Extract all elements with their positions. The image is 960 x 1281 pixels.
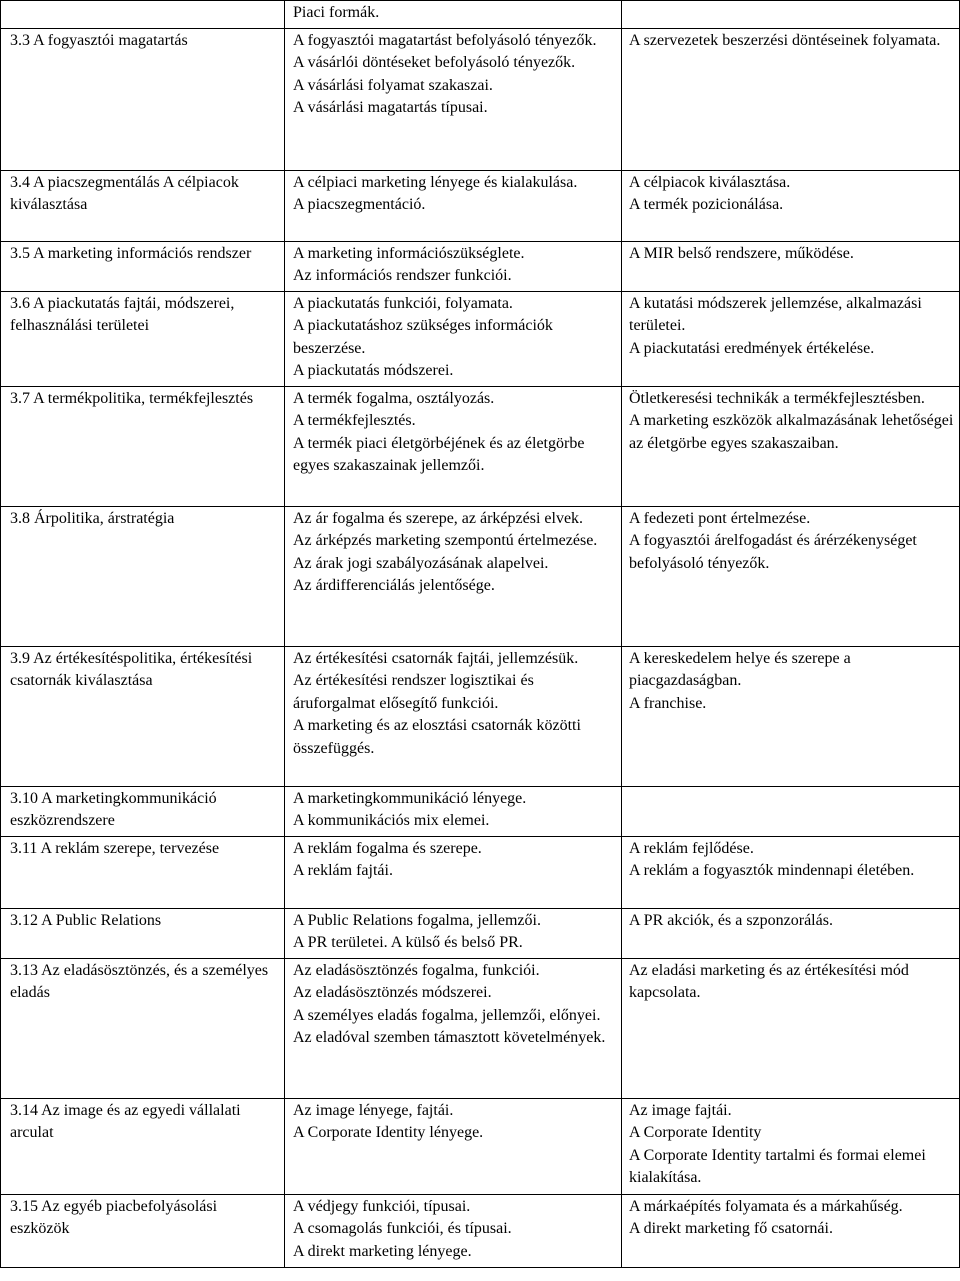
topic-cell [1,836,285,908]
cell-line: 3.6 A piackutatás fajtái, módszerei, felhasználási területei [10,294,235,334]
table-row [1,646,960,786]
cell-line: Az image fajtái. [629,1101,732,1119]
topic-cell [1,170,285,241]
table-row [1,506,960,646]
topic-cell [1,786,285,836]
cell-line: A PR akciók, és a szponzorálás. [629,911,833,929]
content-cell [285,786,622,836]
cell-line: Ötletkeresési technikák a termékfejlesztésben. [629,389,925,407]
cell-line: A direkt marketing lényege. [293,1242,472,1260]
topic-cell [1,1,285,29]
content-cell [285,170,622,241]
cell-line: A fogyasztói árelfogadást és árérzékenységet befolyásoló tényezők. [629,532,917,572]
cell-line: A PR területei. A külső és belső PR. [293,934,523,951]
cell-line: A piackutatási eredmények értékelése. [629,339,875,357]
skills-cell [622,836,960,908]
curriculum-table-body [1,1,960,1268]
cell-line: Az eladásösztönzés fogalma, funkciói. [293,961,540,979]
skills-cell [622,1,960,29]
skills-cell [622,291,960,386]
cell-line: Az értékesítési csatornák fajtái, jellemzésük. [293,649,579,667]
cell-line: 3.10 A marketingkommunikáció eszközrendszere [10,789,217,829]
table-row [1,1,960,29]
cell-line: A termék piaci életgörbéjének és az életgörbe egyes szakaszainak jellemzői. [293,434,585,474]
cell-line: A reklám a fogyasztók mindennapi életében. [629,862,915,879]
cell-line: A vásárlási folyamat szakaszai. [293,76,493,94]
table-row [1,1098,960,1194]
cell-line: A Public Relations fogalma, jellemzői. [293,911,541,929]
cell-line: Az árdifferenciálás jelentősége. [293,577,495,594]
cell-line: A védjegy funkciói, típusai. [293,1197,471,1215]
skills-cell [622,786,960,836]
cell-line: A piacszegmentáció. [293,196,426,213]
cell-line: A vásárlási magatartás típusai. [293,99,488,116]
cell-line: Az eladóval szemben támasztott követelmények. [293,1029,606,1046]
table-row [1,908,960,958]
cell-line: Az árak jogi szabályozásának alapelvei. [293,554,549,572]
table-row [1,386,960,506]
cell-line: 3.3 A fogyasztói magatartás [10,31,188,49]
cell-line: A fedezeti pont értelmezése. [629,509,811,527]
skills-cell [622,958,960,1098]
skills-cell [622,241,960,291]
cell-line: 3.11 A reklám szerepe, tervezése [10,839,220,857]
cell-line: 3.4 A piacszegmentálás A célpiacok kiválasztása [10,173,239,213]
content-cell [285,291,622,386]
content-cell [285,386,622,506]
topic-cell [1,908,285,958]
topic-cell [1,291,285,386]
cell-line: A célpiaci marketing lényege és kialakulása. [293,173,578,191]
cell-line: 3.7 A termékpolitika, termékfejlesztés [10,389,254,407]
table-row [1,836,960,908]
cell-line: A kutatási módszerek jellemzése, alkalmazási területei. [629,294,922,334]
cell-line: A franchise. [629,694,707,712]
cell-line: A márkaépítés folyamata és a márkahűség. [629,1197,903,1215]
table-row [1,291,960,386]
cell-line: 3.14 Az image és az egyedi vállalati arculat [10,1101,241,1141]
content-cell [285,646,622,786]
content-cell [285,28,622,170]
cell-line: A piackutatás funkciói, folyamata. [293,294,513,312]
topic-cell [1,646,285,786]
skills-cell [622,170,960,241]
topic-cell [1,506,285,646]
skills-cell [622,28,960,170]
cell-line: Az image lényege, fajtái. [293,1101,454,1119]
cell-line: A MIR belső rendszere, működése. [629,244,854,262]
cell-line: A piackutatáshoz szükséges információk beszerzése. [293,317,553,357]
cell-line: A személyes eladás fogalma, jellemzői, előnyei. [293,1006,601,1024]
cell-line: 3.12 A Public Relations [10,911,162,929]
topic-cell [1,958,285,1098]
cell-line: 3.15 Az egyéb piacbefolyásolási eszközök [10,1197,218,1237]
cell-line: A szervezetek beszerzési döntéseinek folyamata. [629,31,941,49]
cell-line: A termékfejlesztés. [293,412,416,429]
cell-line: A reklám fejlődése. [629,839,754,857]
topic-cell [1,28,285,170]
skills-cell [622,646,960,786]
table-row [1,170,960,241]
content-cell [285,1,622,29]
cell-line: Az információs rendszer funkciói. [293,267,512,284]
cell-line: Az árképzés marketing szempontú értelmezése. [293,532,598,549]
cell-line: Az eladási marketing és az értékesítési mód kapcsolata. [629,961,909,1001]
topic-cell [1,1194,285,1267]
cell-line: A marketing eszközök alkalmazásának lehetőségei az életgörbe egyes szakaszaiban. [629,412,954,452]
cell-line: Az értékesítési rendszer logisztikai és áruforgalmat elősegítő funkciói. [293,672,534,712]
cell-line: 3.5 A marketing információs rendszer [10,244,252,262]
cell-line: 3.9 Az értékesítéspolitika, értékesítési csatornák kiválasztása [10,649,253,689]
cell-line: A reklám fogalma és szerepe. [293,839,482,857]
content-cell [285,506,622,646]
cell-line: A Corporate Identity [629,1124,762,1141]
cell-line: A fogyasztói magatartást befolyásoló tényezők. [293,31,597,49]
cell-line: A kereskedelem helye és szerepe a piacgazdaságban. [629,649,851,689]
cell-line: 3.13 Az eladásösztönzés, és a személyes eladás [10,961,269,1001]
table-row [1,28,960,170]
cell-line: A reklám fajtái. [293,862,393,879]
cell-line: A Corporate Identity tartalmi és formai elemei kialakítása. [629,1146,926,1186]
cell-line: A termék fogalma, osztályozás. [293,389,495,407]
content-cell [285,836,622,908]
cell-line: Piaci formák. [293,4,380,21]
topic-cell [1,1098,285,1194]
cell-line: A marketing információszükséglete. [293,244,525,262]
cell-line: A kommunikációs mix elemei. [293,812,490,829]
skills-cell [622,1194,960,1267]
cell-line: A célpiacok kiválasztása. [629,173,791,191]
cell-line: A marketingkommunikáció lényege. [293,789,527,807]
cell-line: A termék pozicionálása. [629,196,784,213]
cell-line: A Corporate Identity lényege. [293,1124,484,1141]
table-row [1,1194,960,1267]
table-row [1,786,960,836]
skills-cell [622,506,960,646]
content-cell [285,958,622,1098]
table-row [1,241,960,291]
cell-line: Az ár fogalma és szerepe, az árképzési elvek. [293,509,584,527]
skills-cell [622,386,960,506]
topic-cell [1,386,285,506]
cell-line: A marketing és az elosztási csatornák közötti összefüggés. [293,717,581,757]
cell-line: Az eladásösztönzés módszerei. [293,984,492,1001]
cell-line: A piackutatás módszerei. [293,362,454,379]
skills-cell [622,1098,960,1194]
cell-line: A direkt marketing fő csatornái. [629,1220,833,1237]
content-cell [285,908,622,958]
content-cell [285,241,622,291]
cell-line: A csomagolás funkciói, és típusai. [293,1220,512,1237]
cell-line: 3.8 Árpolitika, árstratégia [10,509,175,527]
content-cell [285,1194,622,1267]
topic-cell [1,241,285,291]
table-row [1,958,960,1098]
skills-cell [622,908,960,958]
cell-line: A vásárlói döntéseket befolyásoló tényezők. [293,54,576,71]
content-cell [285,1098,622,1194]
